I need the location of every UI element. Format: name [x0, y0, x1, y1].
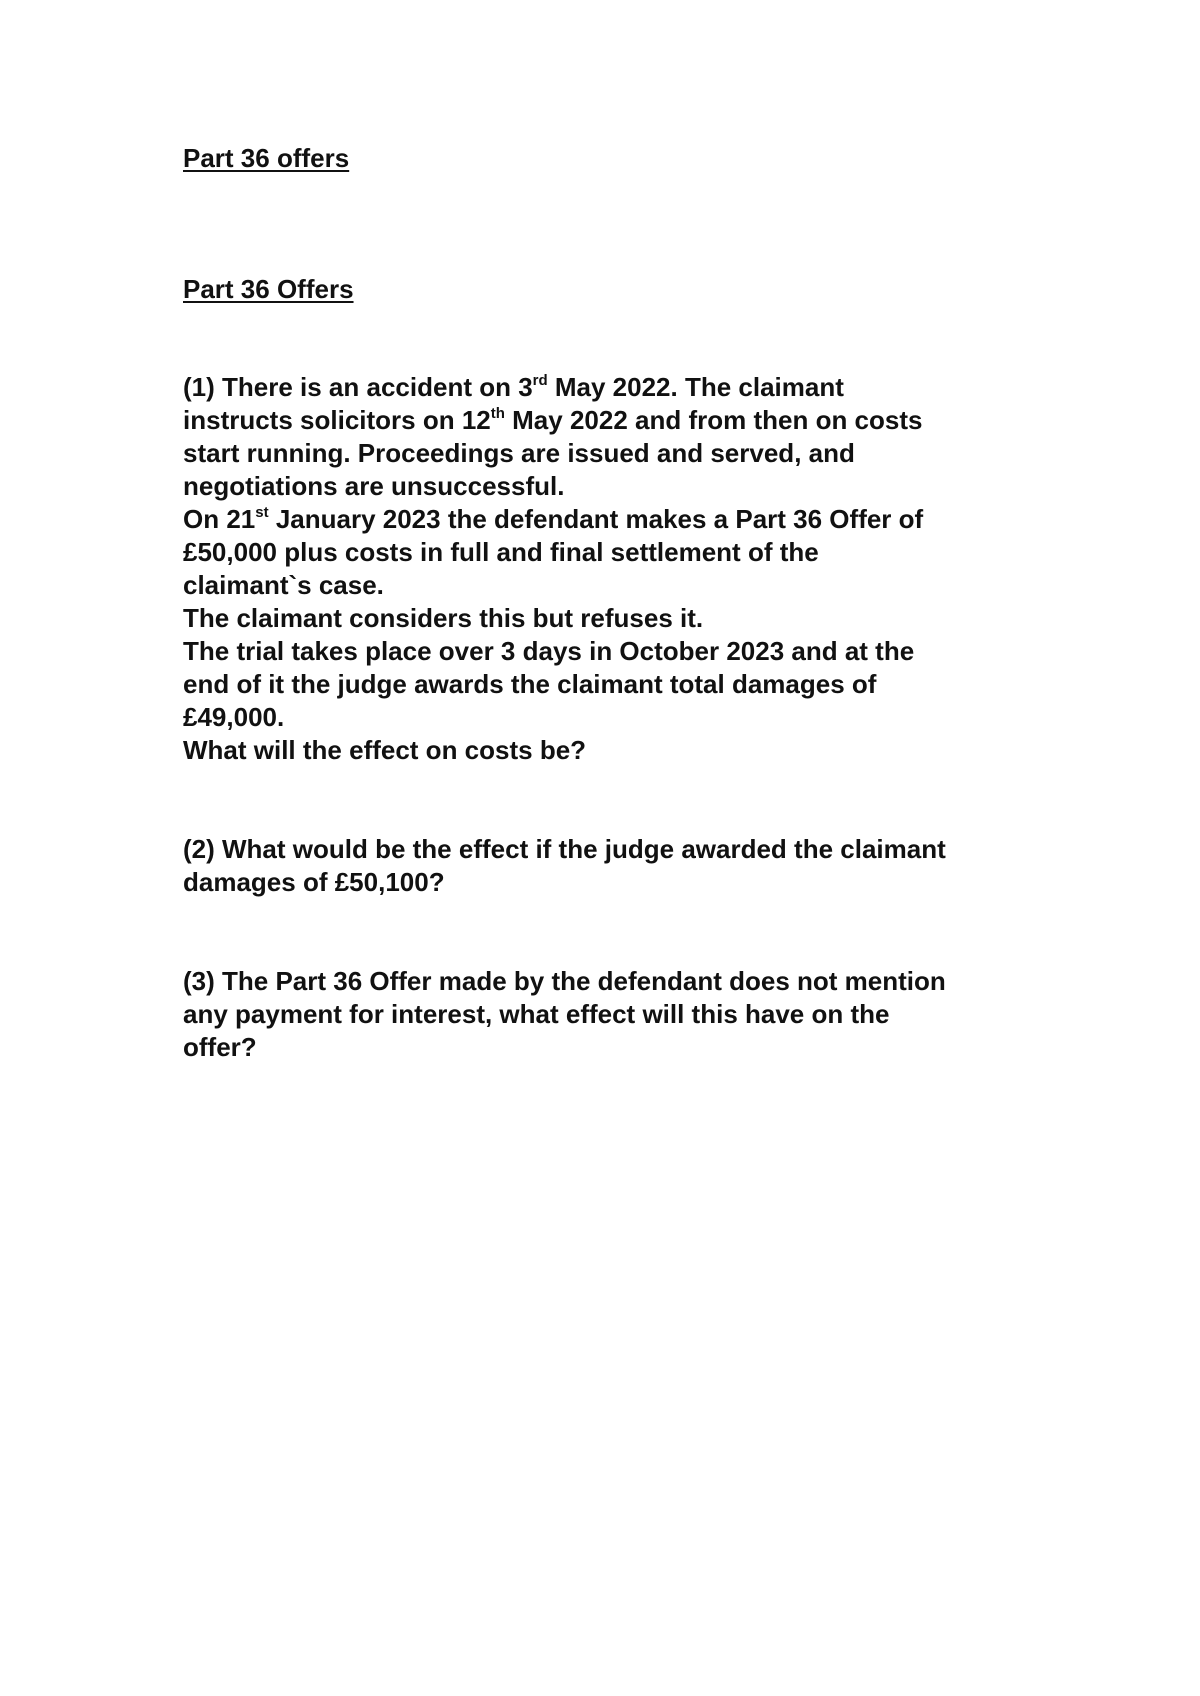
question-1-line: claimant`s case.: [183, 570, 384, 600]
question-2: [183, 833, 1083, 899]
question-1-line: [183, 503, 1083, 536]
question-1-line: £50,000 plus costs in full and final settlement of the: [183, 537, 819, 567]
question-2-line: (2) What would be the effect if the judge awarded the claimant: [183, 834, 946, 864]
question-1-line: The claimant considers this but refuses it.: [183, 603, 704, 633]
question-1: [183, 371, 1083, 767]
question-1-text: On 21: [183, 504, 256, 534]
question-1-text: May 2022 and from then on costs: [504, 405, 923, 435]
question-1-line: £49,000.: [183, 702, 285, 732]
spacer: [183, 767, 1083, 833]
question-1-line: [183, 404, 1083, 437]
document-title: Part 36 offers: [183, 143, 350, 173]
ordinal-suffix: st: [255, 504, 269, 521]
question-1-line: negotiations are unsuccessful.: [183, 471, 565, 501]
question-1-line: start running. Proceedings are issued and served, and: [183, 438, 855, 468]
question-1-line: The trial takes place over 3 days in October 2023 and at the: [183, 636, 915, 666]
document-subtitle: Part 36 Offers: [183, 274, 354, 304]
question-1-text: instructs solicitors on 12: [183, 405, 491, 435]
question-1-text: (1) There is an accident on 3: [183, 372, 533, 402]
ordinal-suffix: rd: [532, 372, 548, 389]
question-3-line: offer?: [183, 1032, 257, 1062]
question-1-line: What will the effect on costs be?: [183, 735, 587, 765]
question-1-text: May 2022. The claimant: [547, 372, 844, 402]
question-3-line: any payment for interest, what effect will this have on the: [183, 999, 890, 1029]
question-1-text: January 2023 the defendant makes a Part 36 Offer of: [268, 504, 924, 534]
ordinal-suffix: th: [490, 405, 505, 422]
question-2-line: damages of £50,100?: [183, 867, 445, 897]
question-3-line: (3) The Part 36 Offer made by the defendant does not mention: [183, 966, 946, 996]
question-1-line: end of it the judge awards the claimant total damages of: [183, 669, 877, 699]
question-3: [183, 965, 1083, 1064]
question-1-line: [183, 371, 1083, 404]
document-body: [183, 142, 1083, 1064]
spacer: [183, 899, 1083, 965]
